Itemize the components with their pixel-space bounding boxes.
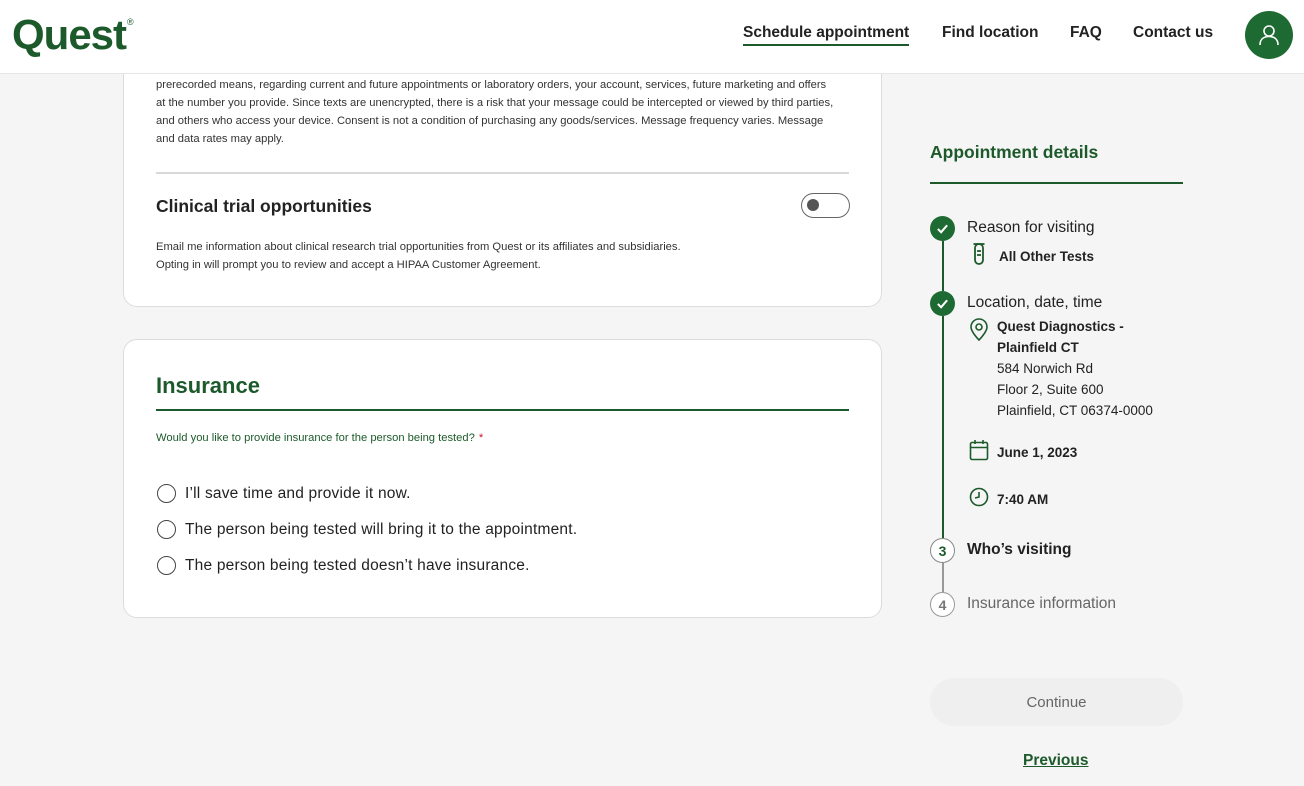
radio-label: The person being tested doesn’t have insurance.	[185, 556, 530, 574]
previous-link[interactable]: Previous	[1023, 752, 1089, 769]
account-button[interactable]	[1245, 11, 1293, 59]
toggle-knob	[807, 199, 819, 211]
section-divider	[156, 172, 849, 174]
insurance-option-bring-to-appointment[interactable]	[156, 520, 577, 539]
step-connector	[942, 241, 944, 291]
appointment-time: 7:40 AM	[997, 492, 1049, 507]
location-name-line-2: Plainfield CT	[997, 340, 1079, 355]
insurance-option-no-insurance[interactable]	[156, 556, 530, 575]
nav-schedule-appointment[interactable]: Schedule appointment	[743, 24, 909, 46]
checkmark-icon	[936, 222, 949, 235]
address-line-2: Floor 2, Suite 600	[997, 382, 1104, 397]
location-name-line-1: Quest Diagnostics -	[997, 319, 1124, 334]
insurance-option-provide-now[interactable]	[156, 484, 411, 503]
insurance-heading-underline	[156, 409, 849, 411]
step-location-date-time: Location, date, time	[967, 294, 1103, 311]
insurance-card	[123, 339, 882, 618]
insurance-question-text: Would you like to provide insurance for the person being tested?	[156, 432, 475, 444]
required-asterisk: *	[478, 432, 484, 444]
clinical-trial-text-1: Email me information about clinical research trial opportunities from Quest or its affiliates and subsidiaries.	[156, 241, 681, 253]
step-connector	[942, 316, 944, 538]
clock-icon	[969, 487, 989, 507]
location-address	[997, 358, 1153, 421]
step-reason-for-visiting: Reason for visiting	[967, 219, 1095, 236]
location-name	[997, 316, 1124, 358]
test-tube-icon	[972, 242, 986, 266]
site-header	[0, 0, 1304, 74]
step-connector	[942, 563, 944, 592]
appointment-details-underline	[930, 182, 1183, 184]
appointment-date: June 1, 2023	[997, 445, 1078, 460]
registered-mark: ®	[127, 17, 133, 27]
address-line-3: Plainfield, CT 06374-0000	[997, 403, 1153, 418]
sms-consent-text: prerecorded means, regarding current and future appointments or laboratory orders, your account, services, future marketing and offers at the number you provide. Since texts are unencrypted, there is a risk that your message could be intercepted or viewed by third parties, and others who access your device. Consent is not a condition of purchasing any goods/services. Message frequency varies. Message and data rates may apply.	[156, 79, 834, 145]
step-complete-icon	[930, 216, 955, 241]
checkmark-icon	[936, 297, 949, 310]
continue-button[interactable]: Continue	[930, 678, 1183, 726]
radio-label: I’ll save time and provide it now.	[185, 484, 411, 502]
logo-text: Quest	[12, 11, 127, 58]
radio-button[interactable]	[157, 556, 176, 575]
step-number-3: 3	[930, 538, 955, 563]
address-line-1: 584 Norwich Rd	[997, 361, 1094, 376]
step-number-4: 4	[930, 592, 955, 617]
appointment-details-heading: Appointment details	[930, 142, 1099, 162]
calendar-icon	[969, 439, 989, 461]
radio-button[interactable]	[157, 484, 176, 503]
clinical-trial-description	[156, 238, 816, 274]
nav-contact-us[interactable]: Contact us	[1133, 24, 1214, 41]
clinical-trial-text-2: Opting in will prompt you to review and accept a HIPAA Customer Agreement.	[156, 259, 541, 271]
clinical-trial-toggle[interactable]	[801, 193, 850, 218]
step-insurance-information: Insurance information	[967, 595, 1117, 612]
quest-logo[interactable]	[12, 13, 133, 57]
location-pin-icon	[969, 318, 989, 342]
step-whos-visiting: Who’s visiting	[967, 541, 1072, 558]
insurance-heading: Insurance	[156, 373, 260, 398]
nav-faq[interactable]: FAQ	[1070, 24, 1102, 41]
clinical-trial-heading: Clinical trial opportunities	[156, 196, 372, 216]
reason-value: All Other Tests	[999, 249, 1095, 264]
radio-button[interactable]	[157, 520, 176, 539]
radio-label: The person being tested will bring it to the appointment.	[185, 520, 578, 538]
user-icon	[1257, 23, 1281, 47]
nav-find-location[interactable]: Find location	[942, 24, 1039, 41]
insurance-question	[156, 432, 483, 444]
step-complete-icon	[930, 291, 955, 316]
